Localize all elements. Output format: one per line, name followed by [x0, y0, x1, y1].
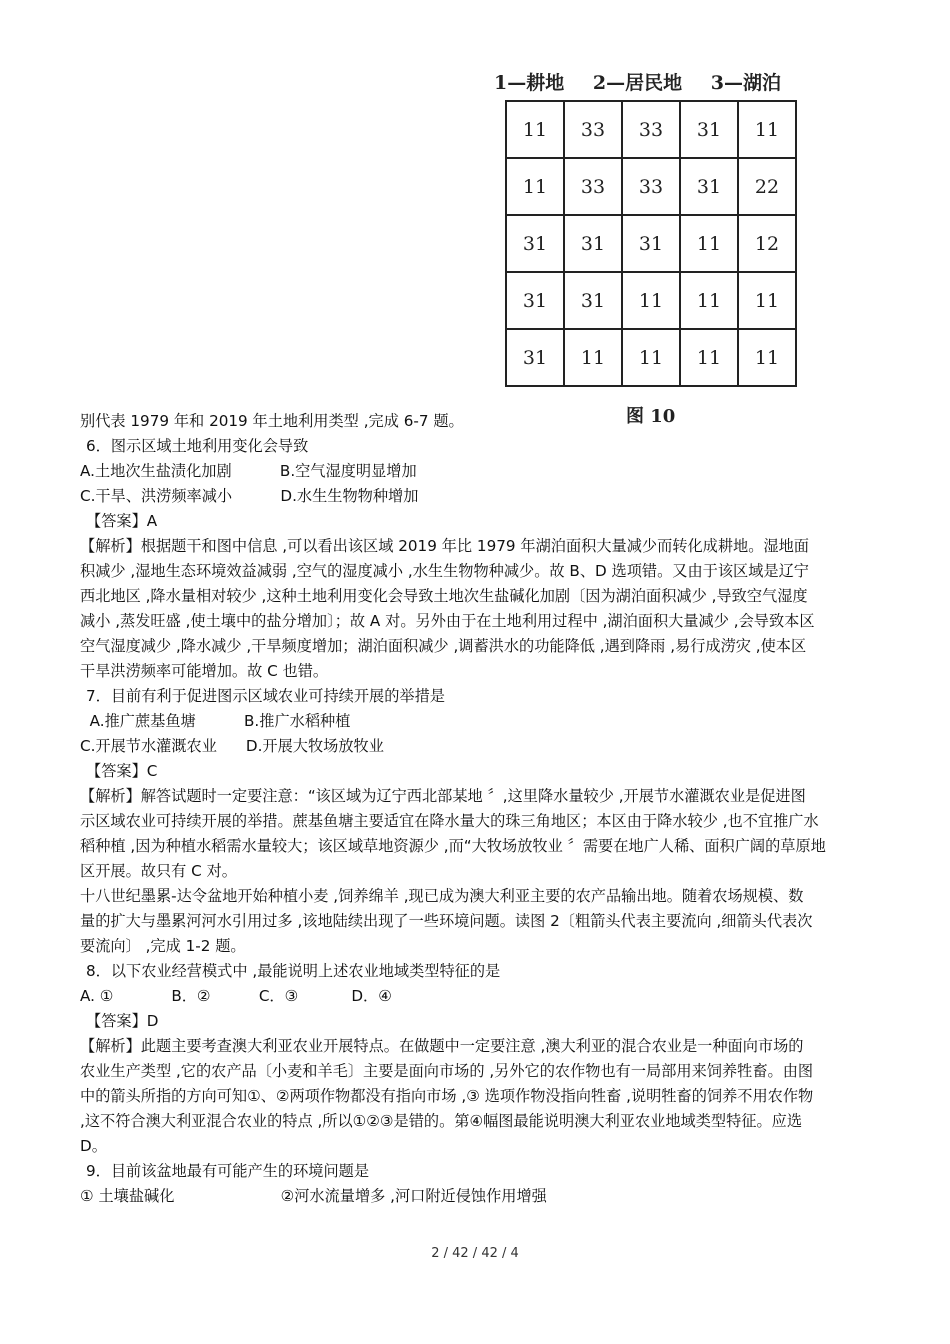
question-7: 7．目前有利于促进图示区域农业可持续开展的举措是: [86, 687, 445, 705]
legend-item-residential: 2—居民地: [592, 72, 683, 94]
grid-row: [506, 272, 796, 329]
grid-cell: 33: [622, 101, 680, 158]
grid-cell: 12: [738, 215, 796, 272]
grid-row: [506, 101, 796, 158]
grid-cell: 11: [738, 272, 796, 329]
context-paragraph: 量的扩大与墨累河河水引用过多 ,该地陆续出现了一些环境问题。读图 2〔粗箭头代表主要流向 ,细箭头代表次: [80, 912, 813, 930]
question-6-explanation: 【解析】根据题干和图中信息 ,可以看出该区域 2019 年比 1979 年湖泊面积大量减少而转化成耕地。湿地面: [80, 537, 809, 555]
question-7-explanation: 稻种植 ,因为种植水稻需水量较大；该区域草地资源少 ,而“大牧场放牧业 〞需要在地广人稀、面积广阔的草原地: [80, 837, 826, 855]
grid-cell: 11: [622, 272, 680, 329]
grid-cell: 11: [622, 329, 680, 386]
grid-cell: 31: [506, 215, 564, 272]
grid-cell: 11: [564, 329, 622, 386]
question-6-explanation: 西北地区 ,降水量相对较少 ,这种土地利用变化会导致土地次生盐碱化加剧〔因为湖泊面积减少 ,导致空气湿度: [80, 587, 808, 605]
question-6-options-ab: A.土地次生盐渍化加剧 B.空气湿度明显增加: [80, 462, 417, 480]
document-body: [80, 409, 888, 1209]
question-6-answer: 【答案】A: [86, 512, 158, 530]
grid-row: [506, 329, 796, 386]
grid-cell: 31: [564, 215, 622, 272]
context-paragraph: 十八世纪墨累-达令盆地开始种植小麦 ,饲养绵羊 ,现已成为澳大利亚主要的农产品输出地。随着农场规模、数: [80, 887, 804, 905]
question-8-explanation: 农业生产类型 ,它的农产品〔小麦和羊毛〕主要是面向市场的 ,另外它的农作物也有一局部用来饲养牲畜。由图: [80, 1062, 814, 1080]
figure-legend: [494, 68, 814, 95]
question-7-explanation: 区开展。故只有 C 对。: [80, 862, 237, 880]
question-6-explanation: 积减少 ,湿地生态环境效益减弱 ,空气的湿度减小 ,水生生物物种减少。故 B、D 选项错。又由于该区域是辽宁: [80, 562, 809, 580]
grid-cell: 11: [680, 272, 738, 329]
page-footer: 2 / 42 / 42 / 4: [431, 1246, 519, 1261]
intro-line: 别代表 1979 年和 2019 年土地利用类型 ,完成 6-7 题。: [80, 412, 464, 430]
question-6: 6．图示区域土地利用变化会导致: [86, 437, 309, 455]
question-8-explanation: 【解析】此题主要考查澳大利亚农业开展特点。在做题中一定要注意 ,澳大利亚的混合农业是一种面向市场的: [80, 1037, 804, 1055]
grid-cell: 31: [506, 272, 564, 329]
question-8-explanation: ,这不符合澳大利亚混合农业的特点 ,所以①②③是错的。第④幅图最能说明澳大利亚农业地域类型特征。应选: [80, 1112, 803, 1130]
grid-cell: 11: [680, 215, 738, 272]
grid-cell: 11: [506, 101, 564, 158]
question-8-options: A. ① B．② C．③ D．④: [80, 987, 392, 1005]
question-6-explanation: 干旱洪涝频率可能增加。故 C 也错。: [80, 662, 329, 680]
grid-cell: 31: [680, 158, 738, 215]
question-7-options-ab: A.推广蔗基鱼塘 B.推广水稻种植: [80, 712, 351, 730]
question-8-explanation: D。: [80, 1137, 107, 1155]
grid-row: [506, 158, 796, 215]
question-8-explanation: 中的箭头所指的方向可知①、②两项作物都没有指向市场 ,③ 选项作物没指向牲畜 ,说明牲畜的饲养不用农作物: [80, 1087, 814, 1105]
grid-cell: 31: [680, 101, 738, 158]
question-8-answer: 【答案】D: [86, 1012, 159, 1030]
question-6-explanation: 减小 ,蒸发旺盛 ,使土壤中的盐分增加〕；故 A 对。另外由于在土地利用过程中 ,湖泊面积大量减少 ,会导致本区: [80, 612, 815, 630]
legend-item-farmland: 1—耕地: [494, 72, 565, 94]
figure-caption: 图 10: [626, 406, 676, 427]
grid-cell: 31: [506, 329, 564, 386]
question-6-explanation: 空气湿度减少 ,降水减少 ,干旱频度增加；湖泊面积减少 ,调蓄洪水的功能降低 ,遇到降雨 ,易行成涝灾 ,使本区: [80, 637, 807, 655]
land-use-grid: [505, 100, 797, 387]
question-7-explanation: 示区域农业可持续开展的举措。蔗基鱼塘主要适宜在降水量大的珠三角地区；本区由于降水较少 ,也不宜推广水: [80, 812, 819, 830]
question-8: 8．以下农业经营模式中 ,最能说明上述农业地域类型特征的是: [86, 962, 501, 980]
grid-cell: 22: [738, 158, 796, 215]
grid-cell: 11: [680, 329, 738, 386]
grid-row: [506, 215, 796, 272]
question-7-options-cd: C.开展节水灌溉农业 D.开展大牧场放牧业: [80, 737, 384, 755]
grid-cell: 33: [564, 158, 622, 215]
grid-cell: 31: [622, 215, 680, 272]
grid-cell: 31: [564, 272, 622, 329]
grid-cell: 33: [622, 158, 680, 215]
question-9: 9．目前该盆地最有可能产生的环境问题是: [86, 1162, 370, 1180]
grid-cell: 33: [564, 101, 622, 158]
question-7-answer: 【答案】C: [86, 762, 158, 780]
grid-cell: 11: [738, 101, 796, 158]
grid-cell: 11: [506, 158, 564, 215]
question-7-explanation: 【解析】解答试题时一定要注意：“该区域为辽宁西北部某地 〞,这里降水量较少 ,开展节水灌溉农业是促进图: [80, 787, 806, 805]
question-9-options: ① 土壤盐碱化 ②河水流量增多 ,河口附近侵蚀作用增强: [80, 1187, 547, 1205]
legend-item-lake: 3—湖泊: [710, 72, 781, 94]
context-paragraph: 要流向〕 ,完成 1-2 题。: [80, 937, 246, 955]
question-6-options-cd: C.干旱、洪涝频率减小 D.水生生物物种增加: [80, 487, 419, 505]
grid-cell: 11: [738, 329, 796, 386]
